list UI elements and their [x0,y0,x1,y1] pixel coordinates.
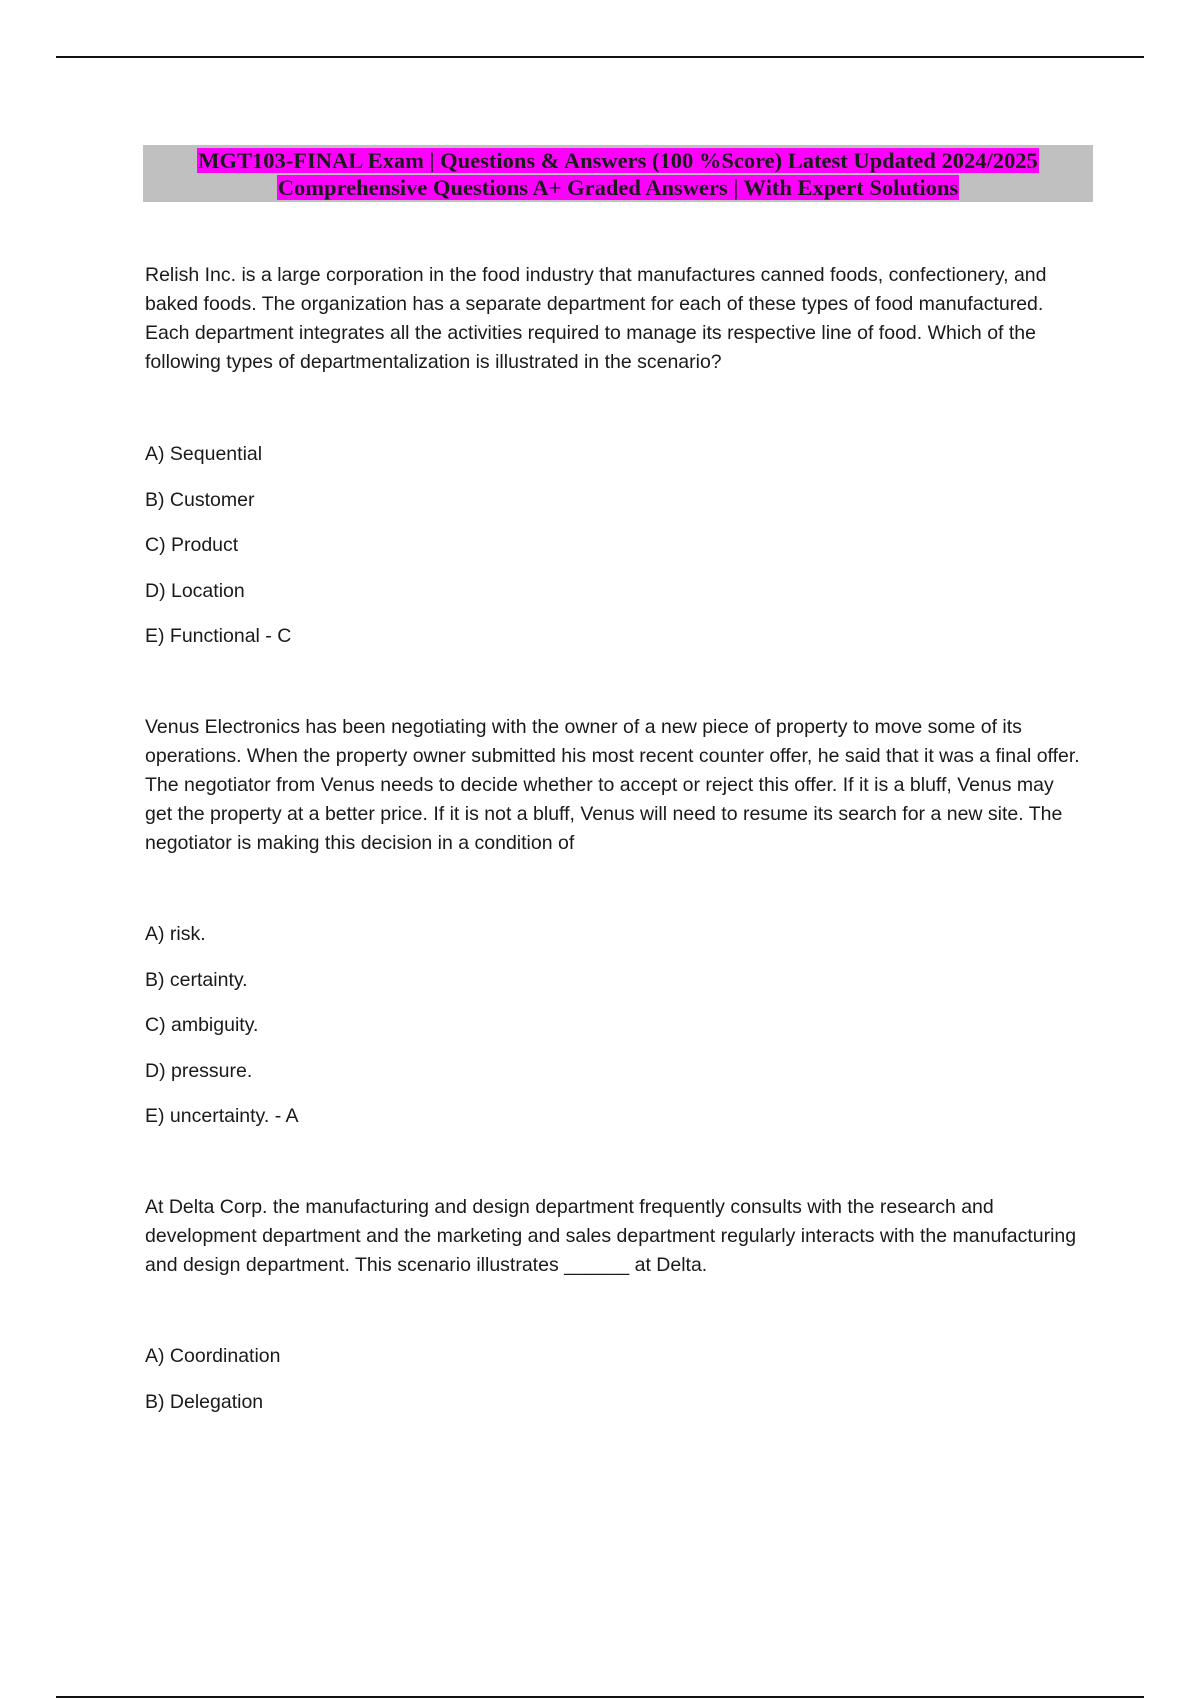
question-2-option-d: D) pressure. [145,1060,253,1082]
question-1-option-c: C) Product [145,534,239,556]
question-2-option-e: E) uncertainty. - A [145,1105,299,1127]
question-1-text: Relish Inc. is a large corporation in the food industry that manufactures canned foods, confectionery, and baked foods. The organization has a separate department for each of these types of food manufactured. Each department integrates all the activities required to manage its respective line of food. Which of the following types of departmentalization is illustrated in the scenario? [145,264,1047,373]
question-3-option-b: B) Delegation [145,1391,264,1413]
question-1-option-a: A) Sequential [145,443,263,465]
document-title-box [143,145,1093,202]
question-2-option-b: B) certainty. [145,969,248,991]
question-2-text: Venus Electronics has been negotiating with the owner of a new piece of property to move some of its operations. When the property owner submitted his most recent counter offer, he said that it was a final offer. The negotiator from Venus needs to decide whether to accept or reject this offer. If it is a bluff, Venus may get the property at a better price. If it is not a bluff, Venus will need to resume its search for a new site. The negotiator is making this decision in a condition of [145,716,1080,854]
title-line-2: Comprehensive Questions A+ Graded Answers | With Expert Solutions [277,175,959,200]
question-1-option-d: D) Location [145,580,245,602]
question-2-option-a: A) risk. [145,923,206,945]
question-3-text: At Delta Corp. the manufacturing and design department frequently consults with the research and development department and the marketing and sales department regularly interacts with the manufacturing and design department. This scenario illustrates ______ at Delta. [145,1196,1077,1276]
question-3-option-a: A) Coordination [145,1345,281,1367]
question-2-option-c: C) ambiguity. [145,1014,259,1036]
top-rule [56,56,1144,58]
bottom-rule [56,1696,1144,1698]
question-1-option-b: B) Customer [145,489,255,511]
title-line-1: MGT103-FINAL Exam | Questions & Answers (100 %Score) Latest Updated 2024/2025 [198,148,1038,173]
question-1-option-e: E) Functional - C [145,625,292,647]
